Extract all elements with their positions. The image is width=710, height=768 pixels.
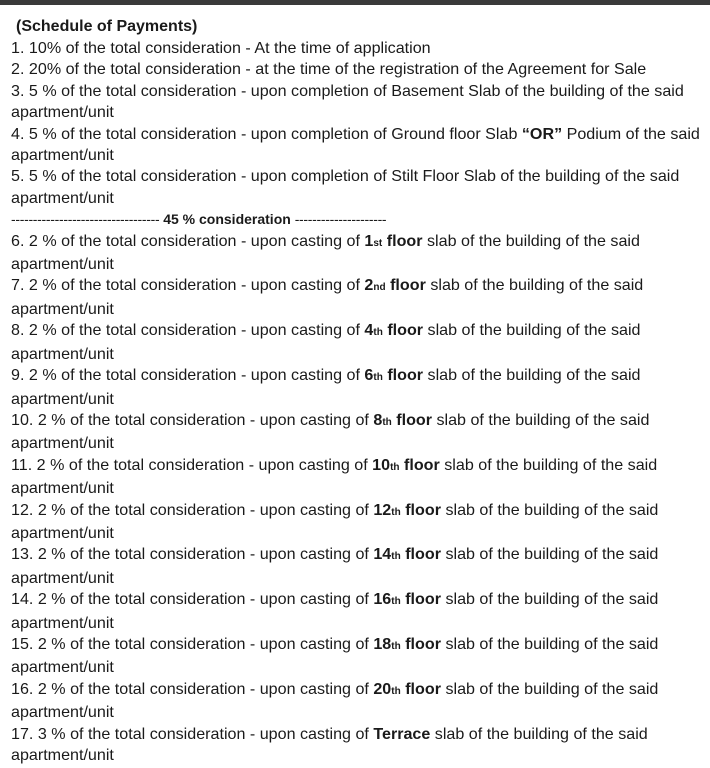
floor-word: floor (387, 366, 424, 385)
item-text: 2 % of the total consideration - upon casting of (37, 679, 374, 698)
list-item (11, 81, 702, 124)
item-text: 2 % of the total consideration - upon casting of (37, 634, 374, 653)
item-number: 13. (11, 545, 34, 564)
floor-word: floor (396, 410, 433, 429)
floor-number: 2 (364, 276, 374, 295)
floor-ordinal-suffix: th (391, 551, 401, 563)
floor-word: floor (405, 545, 441, 564)
item-number: 14. (11, 590, 34, 609)
item-text: 5 % of the total consideration - upon completion of Stilt Floor Slab of the building of the said apartment/unit (11, 167, 680, 207)
floor-number: 12 (373, 500, 392, 519)
item-number: 6. (11, 231, 25, 250)
list-item (11, 59, 702, 80)
floor-word: floor (387, 321, 424, 340)
divider-dashes-right: --------------------- (294, 211, 387, 228)
item-text-tail: slab of the building of the said apartment/unit (11, 276, 644, 318)
item-text: 2 % of the total consideration - upon casting of (37, 545, 374, 564)
list-item (11, 124, 702, 167)
list-item (11, 275, 702, 320)
floor-ordinal-suffix: th (382, 416, 392, 428)
list-item (11, 365, 702, 410)
item-text: 10% of the total consideration - At the time of application (28, 39, 431, 57)
item-emphasis: Terrace (373, 724, 431, 743)
item-text-tail: slab of the building of the said apartment/unit (11, 545, 659, 587)
item-number: 2. (11, 60, 25, 79)
item-text-tail: slab of the building of the said apartment/unit (11, 500, 659, 542)
floor-ordinal-suffix: th (391, 506, 401, 518)
item-text: 2 % of the total consideration - upon casting of (37, 500, 374, 519)
floor-ordinal-suffix: th (391, 640, 401, 652)
item-text-tail: slab of the building of the said apartment/unit (11, 410, 650, 453)
item-text: 2 % of the total consideration - upon casting of (28, 276, 365, 295)
item-text: 2 % of the total consideration - upon casting of (28, 231, 365, 250)
item-text-tail: slab of the building of the said apartment/unit (11, 321, 641, 363)
item-number: 11. (11, 455, 33, 474)
item-text-tail: Podium of the said apartment/unit (11, 124, 700, 165)
item-text: 5 % of the total consideration - upon completion of Ground floor Slab (28, 124, 522, 143)
list-item (11, 455, 702, 500)
floor-ordinal-suffix: th (391, 596, 401, 608)
floor-ordinal-suffix: th (391, 685, 401, 697)
item-emphasis: “OR” (521, 124, 563, 143)
floor-number: 20 (373, 679, 392, 698)
item-number: 17. (11, 724, 34, 743)
list-item (11, 231, 702, 276)
floor-number: 8 (373, 410, 383, 429)
item-text-tail: slab of the building of the said apartment/unit (11, 455, 658, 498)
floor-word: floor (404, 455, 440, 474)
floor-number: 10 (372, 455, 391, 474)
item-number: 16. (11, 679, 34, 698)
item-text: 2 % of the total consideration - upon casting of (37, 590, 374, 609)
floor-ordinal-suffix: nd (373, 282, 386, 294)
item-text: 20% of the total consideration - at the time of the registration of the Agreement for Sale (28, 60, 647, 79)
item-text-tail: slab of the building of the said apartment/unit (11, 634, 659, 677)
list-item (11, 679, 702, 724)
item-number: 1. (11, 39, 25, 57)
floor-number: 16 (373, 590, 392, 609)
item-number: 15. (11, 634, 34, 653)
floor-word: floor (405, 500, 441, 519)
item-text-tail: slab of the building of the said apartment/unit (11, 231, 640, 274)
floor-ordinal-suffix: th (373, 327, 383, 339)
item-number: 7. (11, 276, 25, 295)
payment-schedule-document (0, 5, 710, 766)
floor-word: floor (405, 679, 441, 698)
item-text: 2 % of the total consideration - upon casting of (37, 410, 374, 429)
item-text-tail: slab of the building of the said apartment/unit (11, 590, 659, 632)
floor-ordinal-suffix: th (390, 461, 400, 473)
item-number: 12. (11, 500, 34, 519)
floor-word: floor (390, 276, 426, 295)
item-number: 10. (11, 410, 34, 429)
divider-label: 45 % consideration (163, 211, 291, 228)
item-text: 3 % of the total consideration - upon casting of (37, 724, 374, 743)
consideration-divider (11, 209, 702, 230)
list-item (11, 589, 702, 634)
divider-dashes-left: ---------------------------------- (11, 211, 160, 228)
document-title: (Schedule of Payments) (16, 18, 198, 35)
item-text-tail: slab of the building of the said apartment/unit (11, 366, 641, 408)
floor-number: 4 (364, 321, 374, 340)
list-item (11, 410, 702, 455)
floor-number: 14 (373, 545, 392, 564)
list-item (11, 500, 702, 545)
list-item (11, 166, 702, 209)
floor-number: 6 (364, 366, 374, 385)
list-item (11, 320, 702, 365)
floor-ordinal-suffix: th (373, 372, 383, 384)
item-text: 2 % of the total consideration - upon casting of (36, 455, 373, 474)
item-text-tail: slab of the building of the said apartment/unit (11, 724, 648, 764)
floor-items-list (11, 231, 702, 724)
item-number: 9. (11, 366, 25, 385)
floor-number: 1 (364, 231, 374, 250)
list-item (11, 38, 702, 59)
floor-word: floor (386, 231, 423, 250)
item-number: 5. (11, 167, 25, 186)
item-number: 4. (11, 124, 25, 143)
item-text: 5 % of the total consideration - upon completion of Basement Slab of the building of the said apartment/unit (11, 81, 684, 122)
floor-word: floor (405, 590, 441, 609)
list-item (11, 544, 702, 589)
list-item (11, 724, 702, 767)
floor-word: floor (405, 634, 441, 653)
item-text: 2 % of the total consideration - upon casting of (28, 366, 365, 385)
item-number: 8. (11, 321, 25, 340)
item-text-tail: slab of the building of the said apartment/unit (11, 679, 659, 722)
floor-number: 18 (373, 634, 392, 653)
item-number: 3. (11, 81, 25, 100)
floor-ordinal-suffix: st (373, 237, 383, 249)
item-text: 2 % of the total consideration - upon casting of (28, 321, 365, 340)
list-item (11, 634, 702, 679)
